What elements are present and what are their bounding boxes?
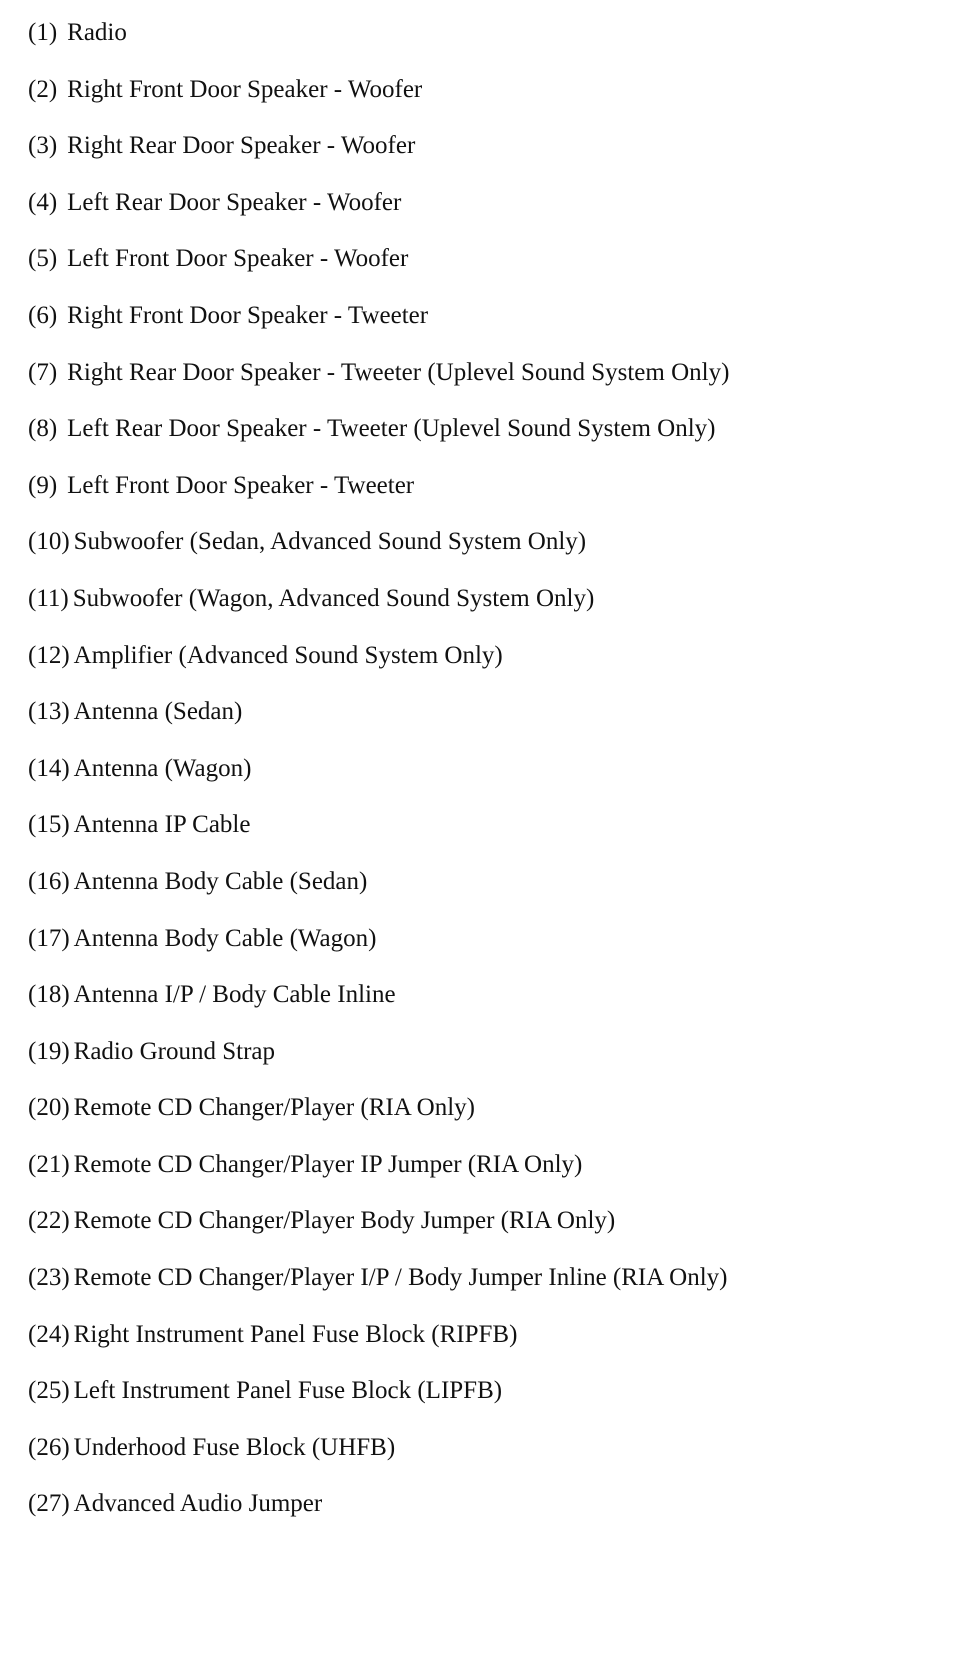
item-text: Right Instrument Panel Fuse Block (RIPFB) bbox=[73, 1320, 518, 1348]
legend-item bbox=[28, 416, 928, 473]
item-number: (17) bbox=[28, 924, 70, 952]
item-text: Left Front Door Speaker - Woofer bbox=[67, 245, 409, 273]
item-text: Antenna I/P / Body Cable Inline bbox=[73, 981, 396, 1009]
legend-item bbox=[28, 1265, 928, 1322]
item-text: Remote CD Changer/Player (RIA Only) bbox=[73, 1094, 475, 1122]
item-text: Left Instrument Panel Fuse Block (LIPFB) bbox=[73, 1377, 503, 1405]
legend-item bbox=[28, 190, 928, 247]
item-number: (21) bbox=[28, 1150, 70, 1178]
item-number: (22) bbox=[28, 1207, 70, 1235]
legend-item bbox=[28, 643, 928, 700]
item-text: Left Rear Door Speaker - Tweeter (Uplevel Sound System Only) bbox=[67, 415, 716, 443]
item-number: (27) bbox=[28, 1490, 70, 1518]
legend-item bbox=[28, 1095, 928, 1152]
item-number: (18) bbox=[28, 981, 70, 1009]
item-number: (10) bbox=[28, 528, 70, 556]
legend-item bbox=[28, 812, 928, 869]
legend-item bbox=[28, 20, 928, 77]
item-number: (14) bbox=[28, 754, 70, 782]
legend-item bbox=[28, 133, 928, 190]
item-text: Underhood Fuse Block (UHFB) bbox=[73, 1433, 396, 1461]
item-text: Radio bbox=[67, 19, 127, 46]
legend-item bbox=[28, 1322, 928, 1379]
item-text: Antenna IP Cable bbox=[73, 811, 251, 839]
legend-item bbox=[28, 926, 928, 983]
item-number: (26) bbox=[28, 1433, 70, 1461]
item-text: Antenna (Wagon) bbox=[73, 754, 252, 782]
item-text: Right Front Door Speaker - Tweeter bbox=[67, 301, 429, 329]
item-text: Antenna Body Cable (Wagon) bbox=[73, 924, 377, 952]
item-text: Antenna (Sedan) bbox=[73, 698, 243, 726]
item-number: (5) bbox=[28, 245, 58, 273]
item-text: Subwoofer (Wagon, Advanced Sound System Only) bbox=[72, 584, 595, 612]
item-number: (16) bbox=[28, 867, 70, 895]
item-number: (4) bbox=[28, 188, 58, 216]
legend-item bbox=[28, 756, 928, 813]
legend-item bbox=[28, 1378, 928, 1435]
item-text: Radio Ground Strap bbox=[73, 1037, 276, 1065]
item-number: (24) bbox=[28, 1320, 70, 1348]
item-number: (1) bbox=[28, 19, 58, 46]
legend-item bbox=[28, 1491, 928, 1548]
item-number: (23) bbox=[28, 1264, 70, 1292]
component-legend bbox=[28, 20, 928, 1548]
legend-item bbox=[28, 699, 928, 756]
legend-item bbox=[28, 869, 928, 926]
item-number: (8) bbox=[28, 415, 58, 443]
item-text: Right Rear Door Speaker - Tweeter (Uplevel Sound System Only) bbox=[67, 358, 730, 386]
legend-item bbox=[28, 246, 928, 303]
item-number: (19) bbox=[28, 1037, 70, 1065]
item-number: (6) bbox=[28, 301, 58, 329]
item-text: Left Front Door Speaker - Tweeter bbox=[67, 471, 415, 499]
item-text: Right Front Door Speaker - Woofer bbox=[67, 75, 423, 103]
item-number: (11) bbox=[28, 584, 69, 612]
item-text: Subwoofer (Sedan, Advanced Sound System Only) bbox=[73, 528, 587, 556]
legend-item bbox=[28, 1039, 928, 1096]
item-number: (9) bbox=[28, 471, 58, 499]
item-number: (13) bbox=[28, 698, 70, 726]
item-text: Left Rear Door Speaker - Woofer bbox=[67, 188, 402, 216]
item-text: Amplifier (Advanced Sound System Only) bbox=[73, 641, 503, 669]
item-number: (25) bbox=[28, 1377, 70, 1405]
item-text: Remote CD Changer/Player IP Jumper (RIA Only) bbox=[73, 1150, 583, 1178]
item-number: (12) bbox=[28, 641, 70, 669]
item-number: (2) bbox=[28, 75, 58, 103]
item-text: Antenna Body Cable (Sedan) bbox=[73, 867, 368, 895]
legend-item bbox=[28, 1435, 928, 1492]
legend-item bbox=[28, 586, 928, 643]
legend-item bbox=[28, 77, 928, 134]
item-text: Advanced Audio Jumper bbox=[73, 1490, 323, 1518]
item-text: Right Rear Door Speaker - Woofer bbox=[67, 132, 416, 160]
item-text: Remote CD Changer/Player Body Jumper (RIA Only) bbox=[73, 1207, 616, 1235]
legend-item bbox=[28, 303, 928, 360]
item-number: (20) bbox=[28, 1094, 70, 1122]
item-number: (7) bbox=[28, 358, 58, 386]
legend-item bbox=[28, 529, 928, 586]
item-number: (3) bbox=[28, 132, 58, 160]
item-number: (15) bbox=[28, 811, 70, 839]
item-text: Remote CD Changer/Player I/P / Body Jumper Inline (RIA Only) bbox=[73, 1264, 728, 1292]
legend-item bbox=[28, 360, 928, 417]
legend-item bbox=[28, 473, 928, 530]
legend-item bbox=[28, 1152, 928, 1209]
legend-item bbox=[28, 982, 928, 1039]
legend-item bbox=[28, 1208, 928, 1265]
